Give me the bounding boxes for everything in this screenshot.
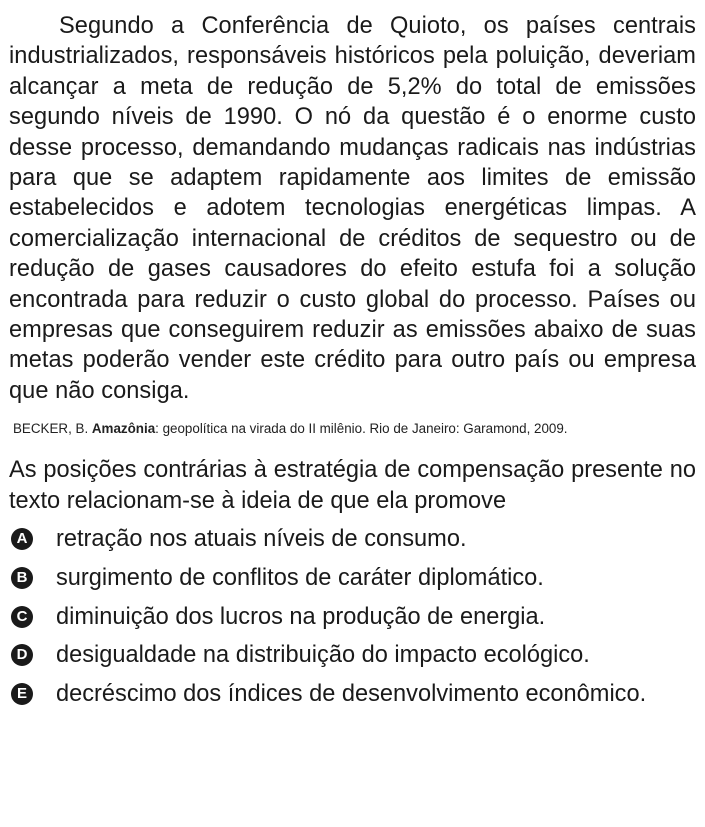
question-stem: As posições contrárias à estratégia de compensação presente no texto relacionam-se à ideia de que ela promove bbox=[9, 457, 696, 514]
citation-author: BECKER, B. bbox=[13, 421, 92, 437]
option-b[interactable] bbox=[9, 563, 696, 593]
passage-text: Segundo a Conferência de Quioto, os países centrais industrializados, responsáveis históricos pela poluição, deveriam alcançar a meta de redução de 5,2% do total de emissões segundo níveis de 1990. O nó da questão é o enorme custo desse processo, demandando mudanças radicais nas indústrias para que se adaptem rapidamente aos limites de emissão estabelecidos e adotem tecnologias energéticas limpas. A comercialização internacional de créditos de sequestro ou de redução de gases causadores do efeito estufa foi a solução encontrada para reduzir o custo global do processo. Países ou empresas que conseguirem reduzir as emissões abaixo de suas metas poderão vender este crédito para outro país ou empresa que não consiga. bbox=[9, 13, 696, 404]
citation-details: : geopolítica na virada do II milênio. Rio de Janeiro: Garamond, 2009. bbox=[155, 421, 568, 437]
citation-title: Amazônia bbox=[91, 421, 156, 437]
option-c-letter-icon: C bbox=[11, 606, 33, 628]
option-e[interactable] bbox=[9, 679, 696, 709]
option-d[interactable] bbox=[9, 640, 696, 670]
answer-options bbox=[9, 524, 696, 710]
option-d-text: desigualdade na distribuição do impacto ecológico. bbox=[56, 642, 590, 669]
option-c[interactable] bbox=[9, 602, 696, 632]
option-a-letter-icon: A bbox=[11, 528, 33, 550]
option-c-text: diminuição dos lucros na produção de energia. bbox=[56, 603, 546, 630]
option-a[interactable] bbox=[9, 524, 696, 554]
option-d-letter-icon: D bbox=[11, 644, 33, 666]
option-a-text: retração nos atuais níveis de consumo. bbox=[56, 526, 467, 553]
option-b-text: surgimento de conflitos de caráter diplomático. bbox=[56, 564, 544, 591]
question-page bbox=[9, 0, 696, 718]
option-e-letter-icon: E bbox=[11, 683, 33, 705]
option-e-text: decréscimo dos índices de desenvolvimento econômico. bbox=[56, 681, 647, 708]
option-b-letter-icon: B bbox=[11, 567, 33, 589]
source-citation bbox=[13, 420, 696, 437]
